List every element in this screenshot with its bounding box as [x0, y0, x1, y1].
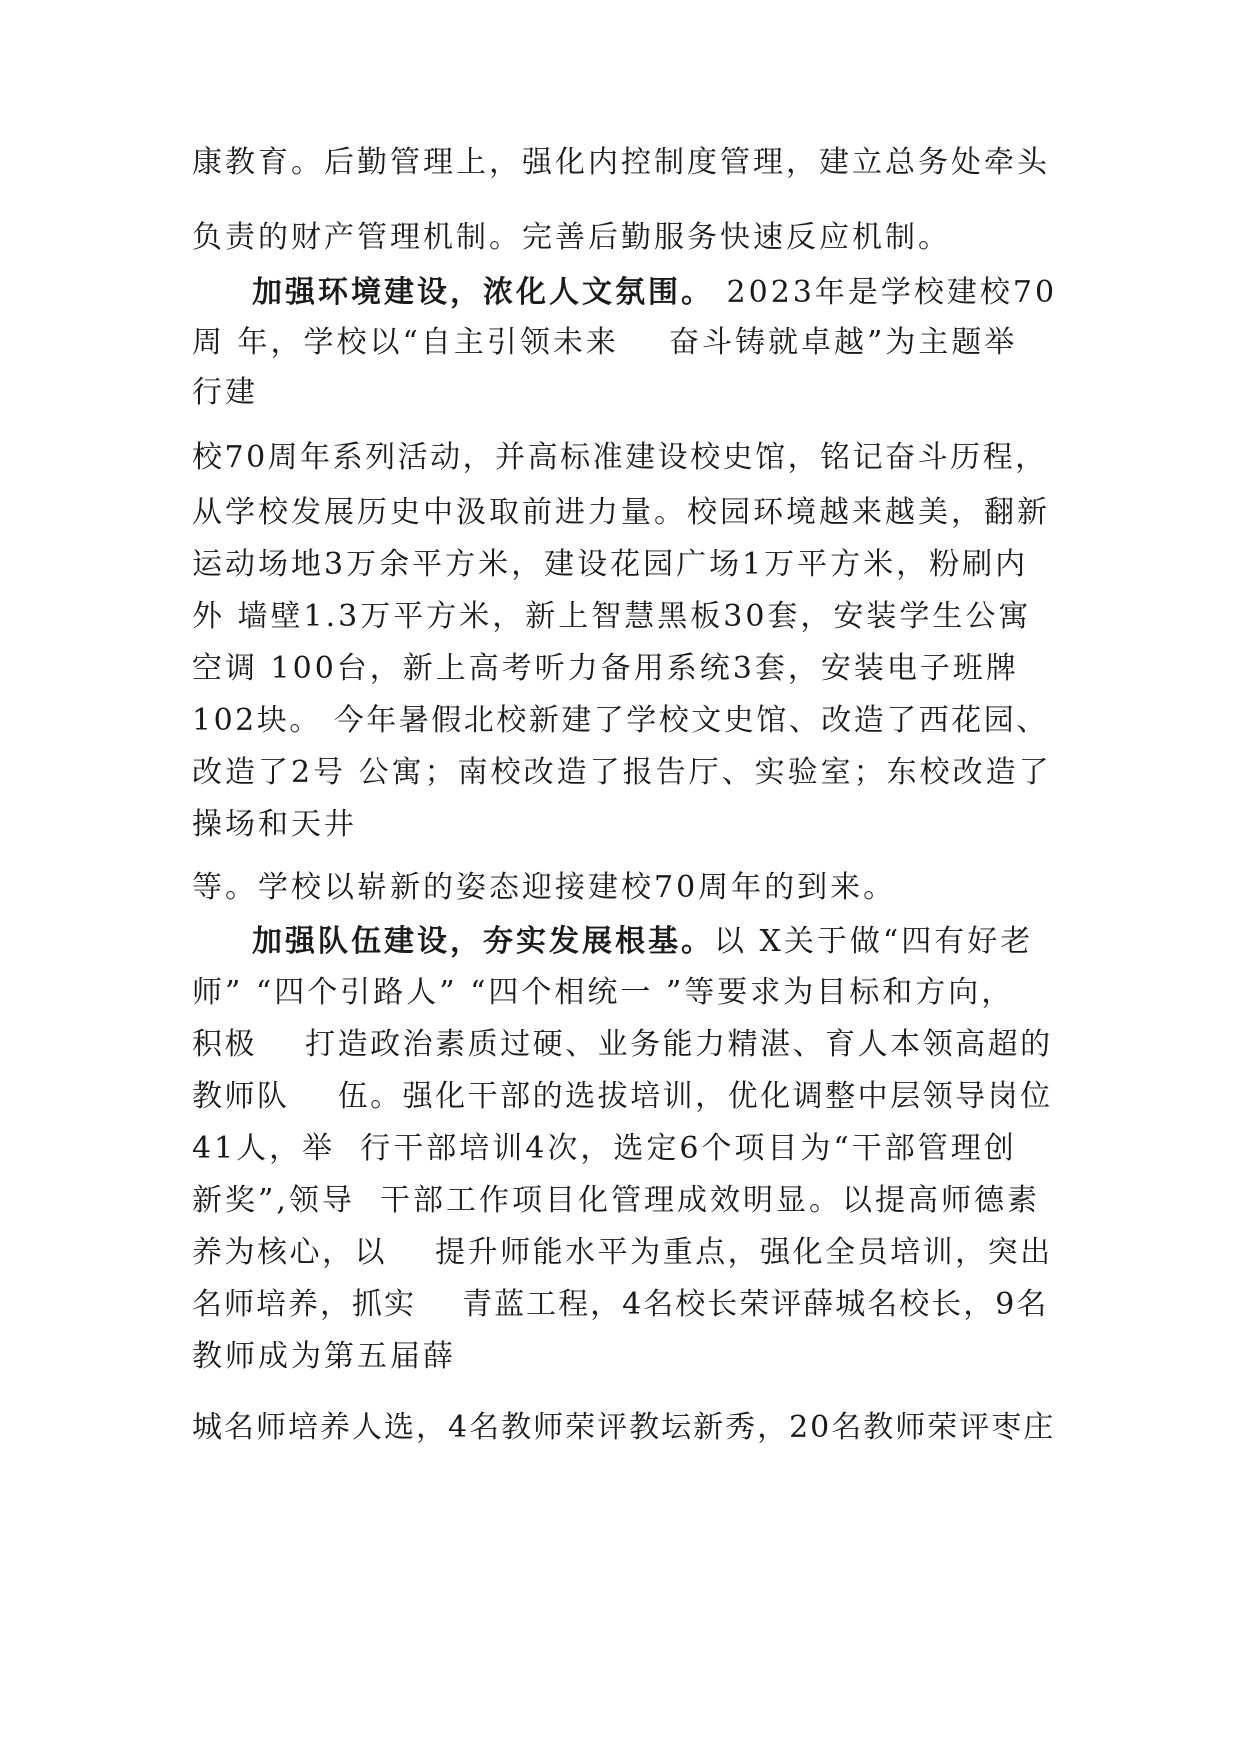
line-text: 2023年是学校建校70: [714, 275, 1058, 310]
line-text: 运动场地3万余平方米，建设花园广场1万平方米，粉刷内: [192, 547, 1029, 582]
text-line: [192, 1129, 1017, 1169]
line-text: 名师培养，抓实 青蓝工程，4名校长荣评薛城名校长，9名: [192, 1287, 1049, 1322]
section-heading-line: [252, 922, 1033, 962]
line-text: 新奖”,领导 干部工作项目化管理成效明显。以提高师德素: [192, 1183, 1040, 1218]
text-line: [192, 1337, 456, 1377]
section-heading-line: [252, 273, 1057, 313]
text-line: [192, 143, 1050, 183]
text-line: [192, 973, 1014, 1013]
line-text: 等。学校以崭新的姿态迎接建校70周年的到来。: [192, 870, 897, 905]
line-text: 教师队 伍。强化干部的选拔培训，优化调整中层领导岗位: [192, 1079, 1053, 1114]
line-text: 康教育。后勤管理上，强化内控制度管理，建立总务处牵头: [192, 145, 1050, 180]
text-line: [192, 1285, 1048, 1325]
text-line: [192, 1233, 1053, 1273]
text-line: [192, 545, 1028, 585]
text-line: [192, 805, 357, 845]
line-text: 校70周年系列活动，并高标准建设校史馆，铭记奋斗历程，: [192, 440, 1048, 475]
text-line: [192, 868, 896, 908]
section-heading: 加强队伍建设，夯实发展根基。: [252, 924, 714, 959]
line-text: 周 年，学校以“自主引领未来 奋斗铸就卓越”为主题举: [192, 325, 1018, 360]
text-line: [192, 1408, 1055, 1448]
text-line: [192, 218, 951, 258]
line-text: 102块。 今年暑假北校新建了学校文史馆、改造了西花园、: [192, 703, 1049, 738]
line-text: 操场和天井: [192, 807, 357, 842]
line-text: 改造了2号 公寓；南校改造了报告厅、实验室；东校改造了: [192, 755, 1052, 790]
text-line: [192, 323, 1017, 363]
text-line: [192, 373, 258, 413]
text-line: [192, 701, 1049, 741]
text-line: [192, 493, 1050, 533]
line-text: 养为核心，以 提升师能水平为重点，强化全员培训，突出: [192, 1235, 1053, 1270]
text-line: [192, 1181, 1040, 1221]
line-text: 外 墙壁1.3万平方米，新上智慧黑板30套，安装学生公寓: [192, 599, 1032, 634]
line-text: 负责的财产管理机制。完善后勤服务快速反应机制。: [192, 220, 951, 255]
line-text: 行建: [192, 375, 258, 410]
text-line: [192, 438, 1048, 478]
line-text: 以 X关于做“四有好老: [714, 924, 1034, 959]
line-text: 师” “四个引路人” “四个相统一 ”等要求为目标和方向，: [192, 975, 1015, 1010]
line-text: 城名师培养人选，4名教师荣评教坛新秀，20名教师荣评枣庄: [192, 1410, 1056, 1445]
text-line: [192, 1025, 1053, 1065]
text-line: [192, 597, 1031, 637]
text-line: [192, 1077, 1053, 1117]
line-text: 从学校发展历史中汲取前进力量。校园环境越来越美，翻新: [192, 495, 1050, 530]
line-text: 空调 100台，新上高考听力备用系统3套，安装电子班牌: [192, 651, 1019, 686]
section-heading: 加强环境建设，浓化人文氛围。: [252, 275, 714, 310]
line-text: 积极 打造政治素质过硬、业务能力精湛、育人本领高超的: [192, 1027, 1053, 1062]
line-text: 教师成为第五届薛: [192, 1339, 456, 1374]
text-line: [192, 753, 1052, 793]
text-line: [192, 649, 1019, 689]
line-text: 41人，举 行干部培训4次，选定6个项目为“干部管理创: [192, 1131, 1017, 1166]
